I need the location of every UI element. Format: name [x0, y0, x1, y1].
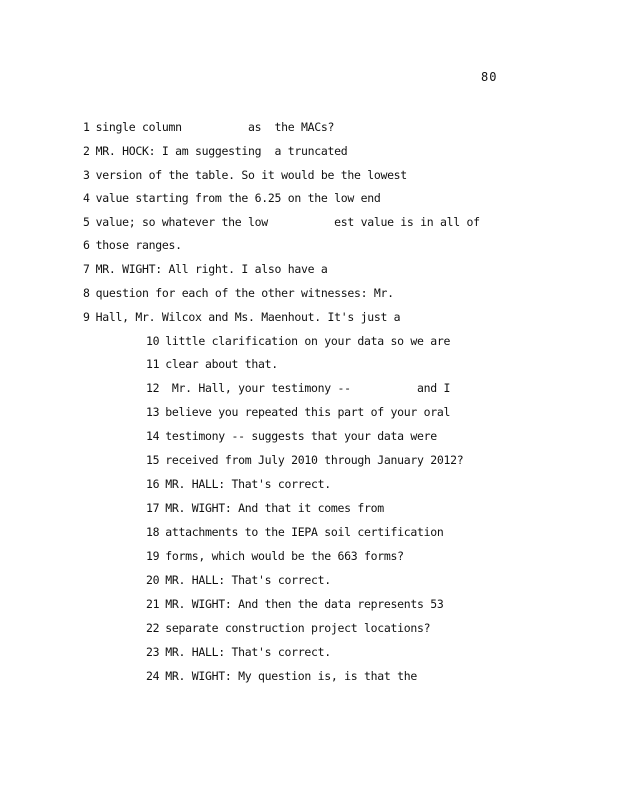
transcript-line-24 [146, 669, 417, 683]
line-number: 7 [83, 262, 90, 276]
line-number: 11 [146, 357, 160, 371]
line-number: 15 [146, 453, 160, 467]
line-text: question for each of the other witnesses: Mr. [95, 286, 394, 300]
line-text: received from July 2010 through January 2012? [165, 453, 464, 467]
line-number: 22 [146, 621, 160, 635]
transcript-line-14 [146, 429, 437, 443]
line-text: testimony -- suggests that your data were [165, 429, 437, 443]
transcript-line-15 [146, 453, 463, 467]
line-text: value; so whatever the low est value is in all of [95, 215, 480, 229]
line-number: 4 [83, 191, 90, 205]
line-text: version of the table. So it would be the lowest [95, 168, 407, 182]
line-text: believe you repeated this part of your oral [165, 405, 451, 419]
transcript-line-9 [83, 310, 400, 324]
transcript-line-6 [83, 238, 182, 252]
line-number: 14 [146, 429, 160, 443]
line-number: 2 [83, 144, 90, 158]
line-text: MR. HALL: That's correct. [165, 477, 331, 491]
transcript-line-3 [83, 168, 407, 182]
line-number: 6 [83, 238, 90, 252]
line-text: clear about that. [165, 357, 278, 371]
line-text: MR. HALL: That's correct. [165, 573, 331, 587]
transcript-line-2 [83, 144, 347, 158]
line-number: 17 [146, 501, 160, 515]
line-text: MR. WIGHT: And then the data represents 53 [165, 597, 444, 611]
line-text: forms, which would be the 663 forms? [165, 549, 404, 563]
line-text: value starting from the 6.25 on the low end [95, 191, 381, 205]
line-text: MR. WIGHT: My question is, is that the [165, 669, 417, 683]
transcript-line-11 [146, 357, 278, 371]
line-number: 3 [83, 168, 90, 182]
line-text: Hall, Mr. Wilcox and Ms. Maenhout. It's just a [95, 310, 401, 324]
line-number: 18 [146, 525, 160, 539]
transcript-line-13 [146, 405, 450, 419]
page-number: 80 [481, 70, 498, 84]
line-number: 23 [146, 645, 160, 659]
line-text: separate construction project locations? [165, 621, 431, 635]
line-text: single column as the MACs? [95, 120, 335, 134]
line-number: 20 [146, 573, 160, 587]
transcript-line-7 [83, 262, 327, 276]
line-text: attachments to the IEPA soil certification [165, 525, 444, 539]
transcript-line-20 [146, 573, 331, 587]
line-text: MR. HALL: That's correct. [165, 645, 331, 659]
transcript-line-18 [146, 525, 443, 539]
line-number: 21 [146, 597, 160, 611]
line-text: little clarification on your data so we are [165, 334, 451, 348]
line-number: 9 [83, 310, 90, 324]
line-text: MR. WIGHT: And that it comes from [165, 501, 384, 515]
line-text: MR. HOCK: I am suggesting a truncated [95, 144, 348, 158]
transcript-line-12 [146, 381, 450, 395]
line-number: 8 [83, 286, 90, 300]
transcript-line-10 [146, 334, 450, 348]
line-text: those ranges. [95, 238, 182, 252]
transcript-line-5 [83, 215, 480, 229]
line-number: 5 [83, 215, 90, 229]
transcript-line-22 [146, 621, 430, 635]
line-number: 1 [83, 120, 90, 134]
line-number: 10 [146, 334, 160, 348]
line-number: 16 [146, 477, 160, 491]
line-text: MR. WIGHT: All right. I also have a [95, 262, 328, 276]
transcript-line-1 [83, 120, 334, 134]
transcript-line-16 [146, 477, 331, 491]
line-text: Mr. Hall, your testimony -- and I [165, 381, 451, 395]
transcript-line-21 [146, 597, 443, 611]
transcript-line-19 [146, 549, 404, 563]
line-number: 13 [146, 405, 160, 419]
line-number: 12 [146, 381, 160, 395]
transcript-line-8 [83, 286, 394, 300]
line-number: 24 [146, 669, 160, 683]
transcript-line-23 [146, 645, 331, 659]
transcript-line-4 [83, 191, 380, 205]
line-number: 19 [146, 549, 160, 563]
transcript-line-17 [146, 501, 384, 515]
